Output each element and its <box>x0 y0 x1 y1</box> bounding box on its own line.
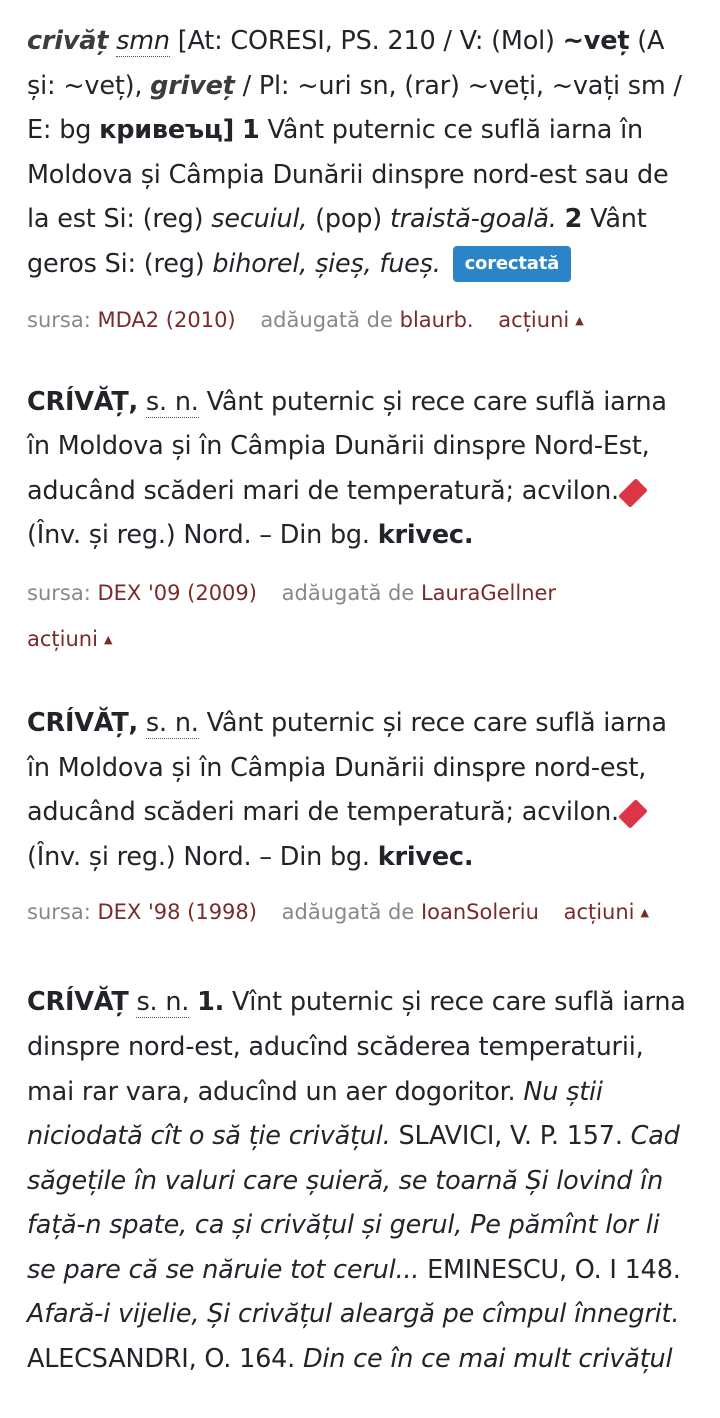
definition-entry-dex98 <box>27 663 693 928</box>
entry-meta <box>27 305 693 336</box>
diamond-icon <box>618 799 648 829</box>
definition: Vânt puternic și rece care suflă iarna în Moldova și în Câmpia Dunării dinspre nord-est, aducând scăderi mari de temperatură; acvilon. <box>27 707 667 828</box>
corrected-badge: corectată <box>453 246 572 282</box>
citation-source: EMINESCU, O. I 148. <box>427 1254 681 1285</box>
headword: CRÍVĂȚ, <box>27 707 139 738</box>
synonym: bihorel, șieș, fueș. <box>212 248 441 279</box>
actions-toggle[interactable] <box>564 900 649 924</box>
abbreviation[interactable]: s. n. <box>136 987 190 1018</box>
added-by-label: adăugată de <box>260 307 393 332</box>
definition-text <box>27 380 693 558</box>
source-link[interactable]: MDA2 (2010) <box>97 307 236 332</box>
definition-entry-mda2 <box>27 0 693 336</box>
source-label: sursa: <box>27 307 91 332</box>
caret-up-icon: ▲ <box>103 632 113 646</box>
text: [At: CORESI, PS. 210 / V: (Mol) <box>177 26 555 56</box>
citation-source: SLAVICI, V. P. 157. <box>398 1121 623 1152</box>
text: (pop) <box>315 204 383 235</box>
etymon: krivec. <box>377 520 474 551</box>
synonym: secuiul, <box>211 204 308 235</box>
entry-meta <box>27 570 693 663</box>
citation: Cad săgețile în valuri care șuieră, se toarnă Și lovind în față-n spate, ca și crivățul și gerul, Pe pămînt lor li se pare că se năruie tot cerul... <box>27 1121 680 1285</box>
added-by-label: adăugată de <box>281 900 415 925</box>
text: Vânt puternic ce suflă iarna în Moldova și Câmpia Dunării dinspre nord-est sau de la est Si: (reg) <box>27 115 669 235</box>
user-link[interactable]: LauraGellner <box>420 580 557 605</box>
citation: Nu știi niciodată cît o să ție crivățul. <box>27 1076 603 1152</box>
source-label: sursa: <box>27 580 91 605</box>
variant: ~veț <box>562 26 630 56</box>
actions-label: acțiuni <box>498 307 570 332</box>
definition-text <box>27 980 693 1381</box>
abbreviation[interactable]: smn <box>116 26 170 56</box>
citation-source: ALECSANDRI, O. 164. <box>27 1344 296 1375</box>
variant: griveț <box>150 70 235 101</box>
actions-toggle[interactable] <box>27 627 112 651</box>
actions-label: acțiuni <box>563 900 635 925</box>
text: Vânt geros Si: (reg) <box>27 204 647 279</box>
entry-meta <box>27 897 693 928</box>
source-link[interactable]: DEX '98 (1998) <box>97 900 257 925</box>
definition: Vînt puternic și rece care suflă iarna dinspre nord-est, aducînd scăderea temperaturii, mai rar vara, aducînd un aer dogoritor. <box>27 987 686 1107</box>
sense-number: 1. <box>197 987 225 1018</box>
abbreviation[interactable]: s. n. <box>145 386 199 417</box>
headword: crivăț <box>27 26 109 56</box>
definition-entry-dex09 <box>27 336 693 663</box>
definition: Vânt puternic și rece care suflă iarna în Moldova și în Câmpia Dunării dinspre Nord-Est, aducând scăderi mari de temperatură; acvilon. <box>27 386 667 506</box>
user-link[interactable]: blaurb. <box>399 307 474 332</box>
sense-number: 2 <box>564 204 583 235</box>
definition-text <box>27 701 693 879</box>
text: / Pl: ~uri sn, (rar) ~veți, ~vați sm / E: bg <box>27 70 682 146</box>
synonym: traistă-goală. <box>389 204 557 235</box>
etymon: krivec. <box>377 841 474 872</box>
etymon: кривеъц] <box>99 115 235 146</box>
headword: CRÍVĂȚ <box>27 987 129 1018</box>
source-label: sursa: <box>27 900 91 925</box>
headword: CRÍVĂȚ, <box>27 386 139 417</box>
citation: Din ce în ce mai mult crivățul <box>302 1344 673 1375</box>
source-link[interactable]: DEX '09 (2009) <box>97 580 257 605</box>
added-by-label: adăugată de <box>281 580 415 605</box>
actions-label: acțiuni <box>27 626 98 651</box>
caret-up-icon: ▲ <box>640 906 649 920</box>
citation: Afară-i vijelie, Și crivățul aleargă pe cîmpul înnegrit. <box>27 1299 680 1330</box>
abbreviation[interactable]: s. n. <box>145 707 199 738</box>
note: (Înv. și reg.) Nord. – Din bg. <box>27 520 370 551</box>
definition-text <box>27 19 693 287</box>
sense-number: 1 <box>241 115 260 146</box>
definition-entry-dlrlc <box>27 928 693 1381</box>
diamond-icon <box>618 478 648 508</box>
actions-toggle[interactable] <box>498 308 583 332</box>
caret-up-icon: ▲ <box>575 313 584 327</box>
user-link[interactable]: IoanSoleriu <box>420 900 539 925</box>
note: (Înv. și reg.) Nord. – Din bg. <box>27 841 370 872</box>
text: (A și: ~veț), <box>27 26 665 101</box>
